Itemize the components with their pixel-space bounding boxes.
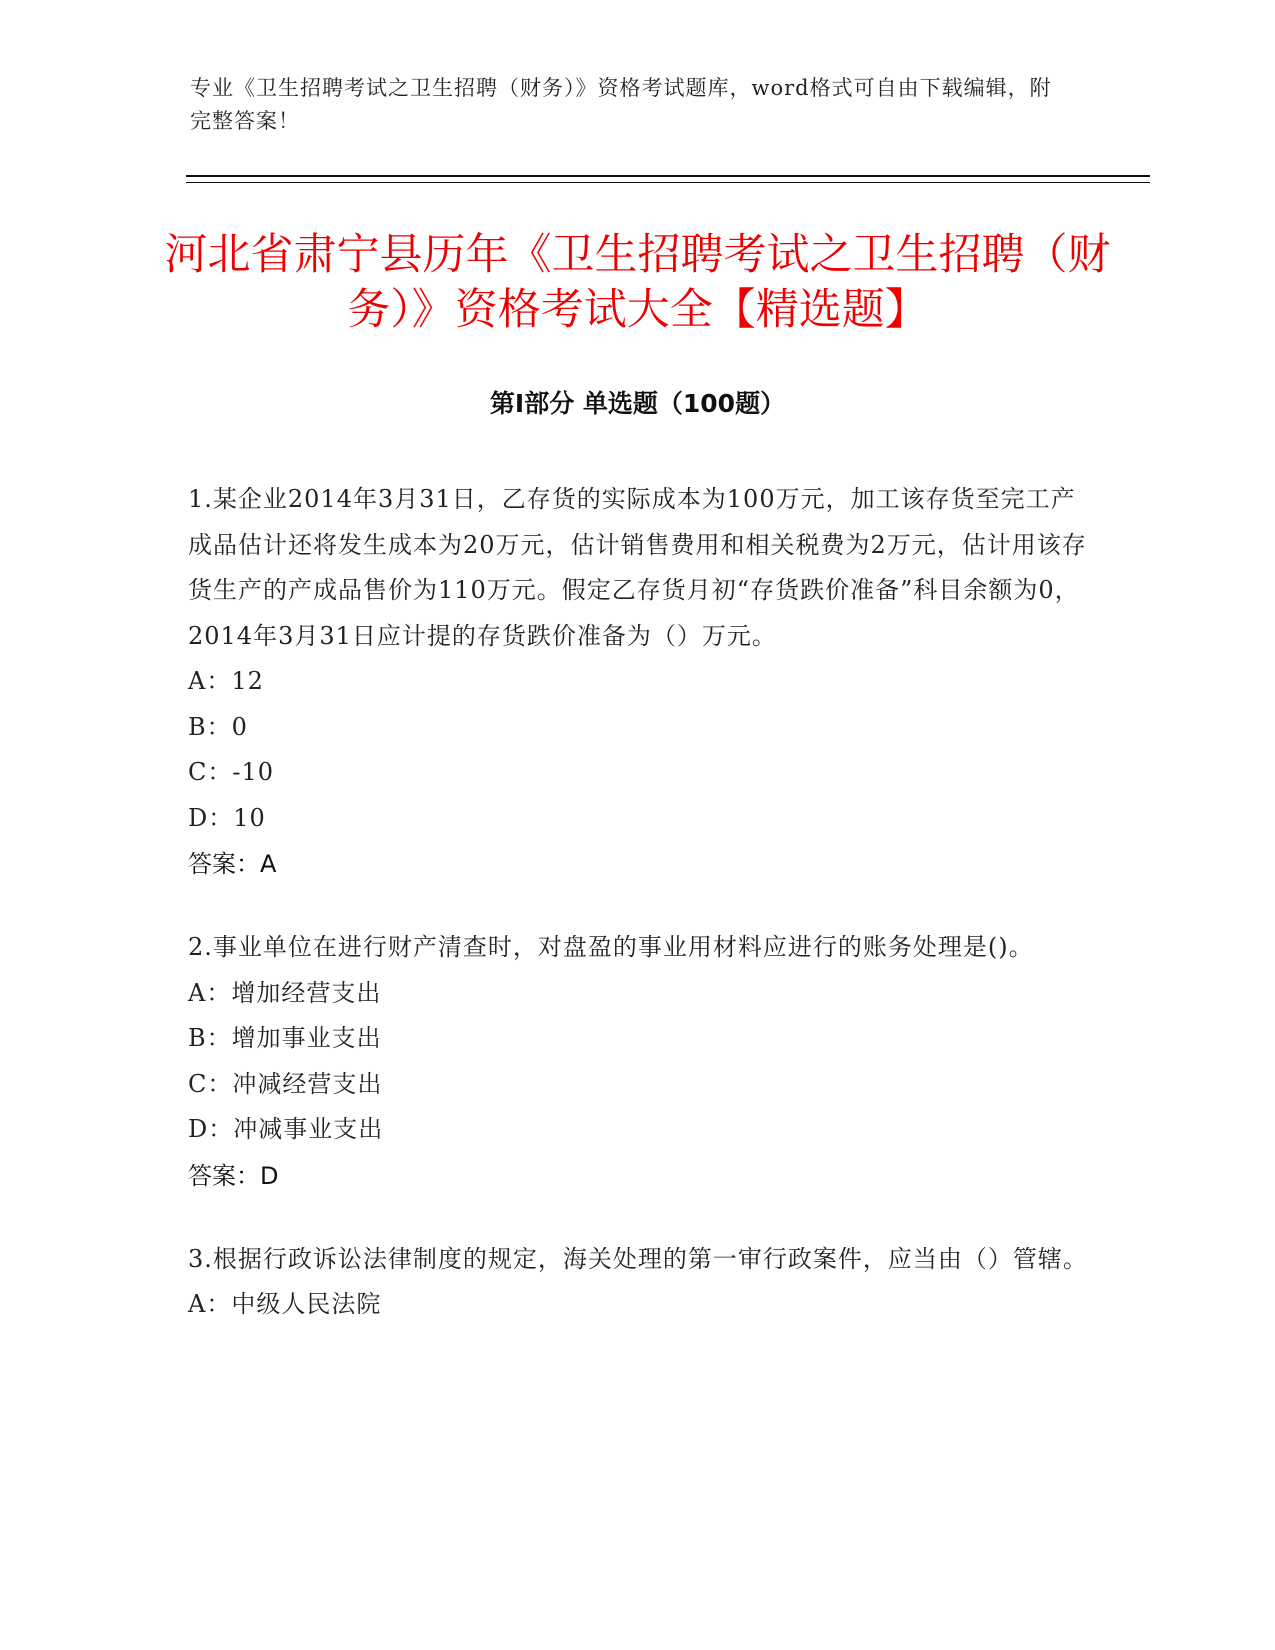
option-b: B：增加事业支出 bbox=[188, 1024, 382, 1052]
answer: 答案：A bbox=[188, 850, 277, 878]
header-rule-thick bbox=[186, 175, 1150, 177]
option-c: C：冲减经营支出 bbox=[188, 1069, 383, 1098]
question-stem: 3.根据行政诉讼法律制度的规定，海关处理的第一审行政案件，应当由（）管辖。 bbox=[188, 1244, 1088, 1273]
question-stem: 1.某企业2014年3月31日，乙存货的实际成本为100万元，加工该存货至完工产成品估计还将发生成本为20万元，估计销售费用和相关税费为2万元，估计用该存货生产的产成品售价为110万元。假定乙存货月初“存货跌价准备”科目余额为0，2014年3月31日应计提的存货跌价准备为（）万元。 bbox=[188, 485, 1087, 650]
option-d: D：冲减事业支出 bbox=[188, 1115, 384, 1143]
option-a: A：增加经营支出 bbox=[188, 978, 382, 1007]
section-title: 第Ⅰ部分 单选题（100题） bbox=[489, 389, 786, 418]
question-list bbox=[188, 477, 1088, 1366]
question-3 bbox=[188, 1237, 1088, 1328]
option-c: C：-10 bbox=[188, 758, 275, 786]
option-b: B：0 bbox=[188, 712, 248, 741]
option-a: A：12 bbox=[188, 667, 264, 695]
option-a: A：中级人民法院 bbox=[188, 1290, 382, 1318]
question-stem: 2.事业单位在进行财产清查时，对盘盈的事业用材料应进行的账务处理是()。 bbox=[188, 933, 1034, 961]
header-note: 专业《卫生招聘考试之卫生招聘（财务）》资格考试题库，word格式可自由下载编辑，附完整答案！ bbox=[190, 76, 1052, 133]
document-title: 河北省肃宁县历年《卫生招聘考试之卫生招聘（财务）》资格考试大全【精选题】 bbox=[164, 230, 1111, 335]
option-d: D：10 bbox=[188, 803, 266, 832]
answer: 答案：D bbox=[188, 1161, 279, 1190]
header-rule-thin bbox=[186, 182, 1150, 183]
question-1 bbox=[188, 477, 1088, 887]
question-2 bbox=[188, 925, 1088, 1199]
